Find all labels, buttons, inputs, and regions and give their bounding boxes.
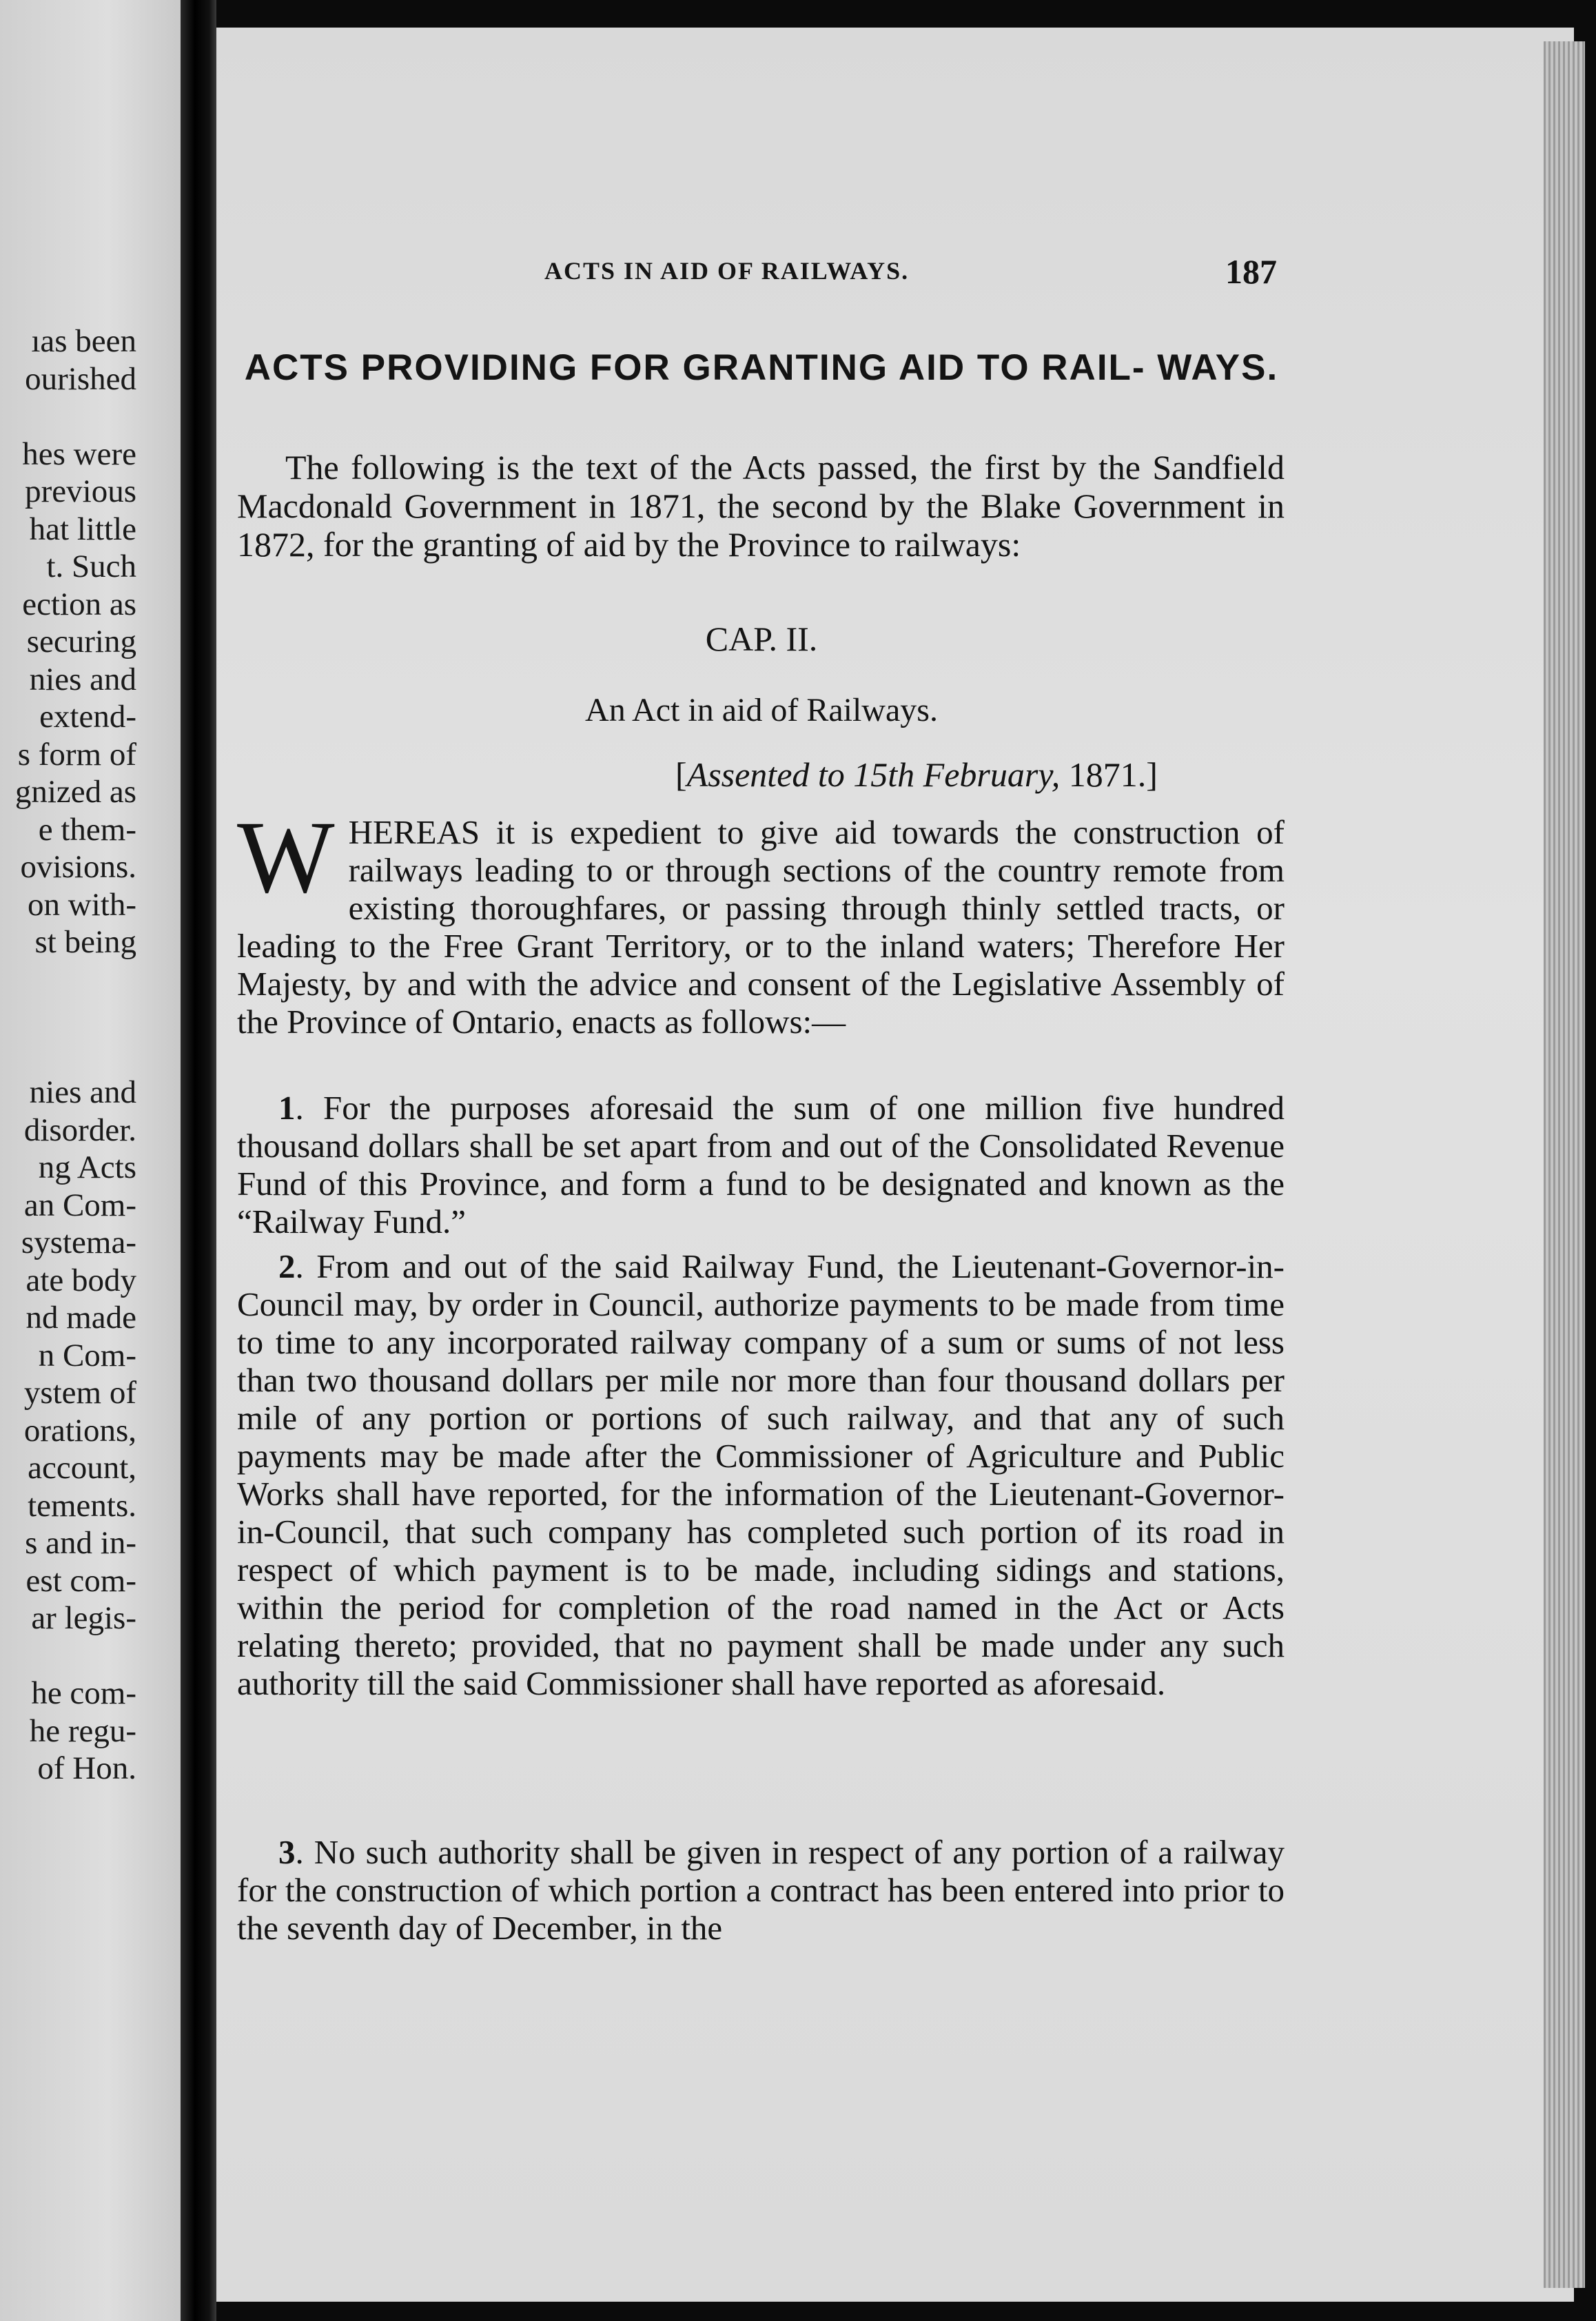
facing-page-line: hes were	[22, 436, 136, 472]
facing-page-line: previous	[25, 473, 136, 509]
facing-page-line: ng Acts	[38, 1149, 136, 1185]
facing-page-line: hat little	[29, 511, 136, 547]
facing-page-line: nies and	[29, 661, 136, 697]
facing-page-line: systema-	[21, 1225, 136, 1260]
act-title: An Act in aid of Railways.	[585, 692, 938, 728]
facing-page-line: ar legis-	[31, 1600, 136, 1636]
section-number: 2	[278, 1247, 296, 1285]
section-3	[237, 1833, 1285, 1947]
facing-page-line: orations,	[23, 1412, 136, 1449]
facing-page-line: ystem of	[23, 1375, 136, 1411]
facing-page-line: st being	[34, 924, 136, 960]
binding-gutter	[181, 0, 216, 2321]
page-number: 187	[1225, 252, 1277, 291]
assent-date	[675, 755, 1158, 795]
facing-page-line: nies and	[29, 1074, 136, 1110]
section-text: . From and out of the said Railway Fund, the Lieutenant-Governor-in-Council may, by order in Council, authorize payments to be made from time to time to any incorporated railway company of a sum or sums of not less than two thousand dollars per mile nor more than four thousand dollars per mile of any portion or portions of such railway, and that any of such payments may be made after the Commissioner of Agriculture and Public Works shall have reported, for the information of the Lieutenant-Governor-in-Council, that such company has completed such portion of its road in respect of which payment is to be made, including sidings and stations, within the period for completion of the road named in the Act or Acts relating thereto; provided, that no payment shall be made under any such authority till the said Commissioner shall have reported as aforesaid.	[237, 1247, 1285, 1702]
assent-year: 1871.]	[1060, 755, 1158, 794]
facing-page-line: he com-	[31, 1675, 136, 1711]
facing-page-line: ate body	[25, 1262, 136, 1298]
facing-page-line: n Com-	[38, 1337, 136, 1373]
facing-page-line: t. Such	[46, 549, 136, 584]
section-number: 1	[278, 1089, 296, 1127]
facing-page-line: e them-	[38, 811, 136, 848]
section-title: ACTS PROVIDING FOR GRANTING AID TO RAIL- WAYS.	[244, 347, 1279, 388]
facing-page-line: nd made	[25, 1300, 136, 1336]
facing-page-line: account,	[28, 1450, 136, 1486]
facing-page-line: disorder.	[23, 1112, 136, 1148]
facing-page-line: an Com-	[23, 1187, 136, 1223]
section-1	[237, 1089, 1285, 1240]
assent-text: Assented to 15th February,	[686, 755, 1061, 794]
facing-page-line: ection as	[22, 586, 136, 622]
facing-page-line: securing	[26, 624, 136, 660]
facing-page-line: est com-	[25, 1562, 136, 1599]
facing-page	[0, 0, 181, 2321]
assent-open: [	[675, 755, 687, 794]
chapter-number: CAP. II.	[705, 620, 818, 658]
preamble-text: HEREAS it is expedient to give aid towards the construction of railways leading to or through sections of the country remote from existing thoroughfares, or passing through thinly settled tracts, or leading to the Free Grant Territory, or to the inland waters; Therefore Her Majesty, by and with the advice and consent of the Legislative Assembly of the Province of Ontario, enacts as follows:—	[237, 813, 1285, 1041]
facing-page-line: ıas been	[31, 323, 136, 359]
facing-page-line: gnized as	[14, 774, 136, 810]
intro-paragraph: The following is the text of the Acts passed, the first by the Sandfield Macdonald Government in 1871, the second by the Blake Government in 1872, for the granting of aid by the Province to railways:	[237, 448, 1285, 564]
facing-page-line: ovisions.	[20, 849, 136, 885]
facing-page-line: on with-	[28, 886, 136, 923]
section-text: . No such authority shall be given in respect of any portion of a railway for the construction of which portion a contract has been entered into prior to the seventh day of December, in the	[237, 1833, 1285, 1947]
facing-page-line: he regu-	[29, 1712, 136, 1749]
page-edge	[1544, 41, 1585, 2288]
facing-page-line: of Hon.	[37, 1750, 136, 1786]
facing-page-line: tements.	[28, 1487, 136, 1524]
section-number: 3	[278, 1833, 296, 1871]
running-head: ACTS IN AID OF RAILWAYS.	[544, 257, 910, 285]
facing-page-line: extend-	[39, 699, 136, 735]
facing-page-line: ourished	[25, 360, 136, 397]
preamble	[237, 800, 1285, 1041]
section-text: . For the purposes aforesaid the sum of one million five hundred thousand dollars shall be set apart from and out of the Consolidated Revenue Fund of this Province, and form a fund to be designated and known as the “Railway Fund.”	[237, 1089, 1285, 1240]
section-2	[237, 1247, 1285, 1702]
facing-page-line: s and in-	[25, 1525, 136, 1561]
facing-page-line: s form of	[17, 736, 136, 773]
drop-cap: W	[237, 800, 335, 914]
